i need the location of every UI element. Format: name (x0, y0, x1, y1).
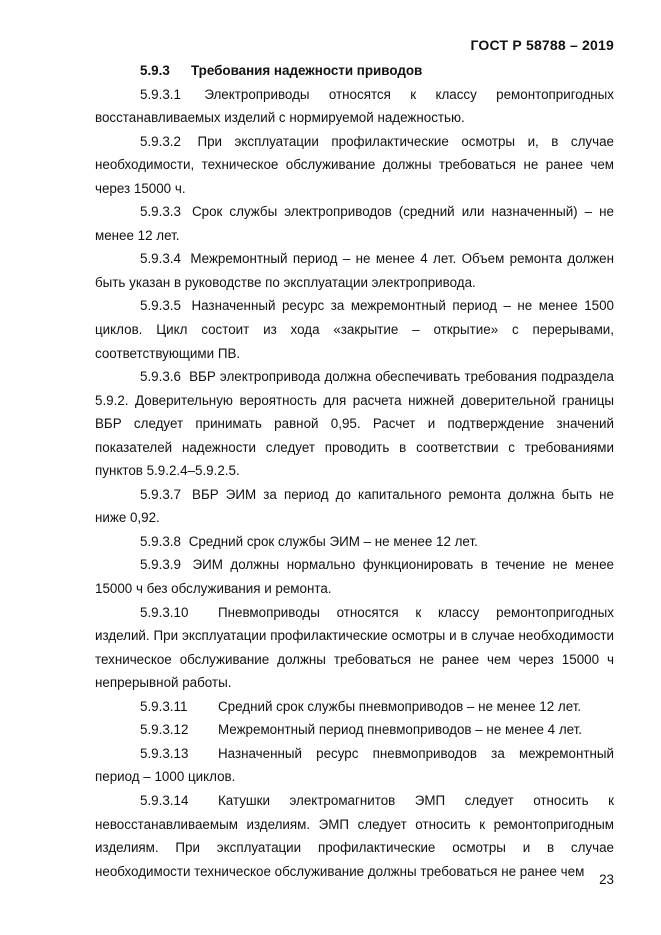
paragraph-5-9-3-8 (95, 530, 614, 554)
paragraph-5-9-3-1 (95, 83, 614, 130)
paragraph-number: 5.9.3.4 (140, 251, 181, 267)
paragraph-number: 5.9.3.11 (140, 698, 188, 714)
paragraph-number: 5.9.3.8 (140, 533, 181, 549)
section-heading (95, 59, 614, 83)
paragraph-5-9-3-6 (95, 365, 614, 483)
paragraph-number: 5.9.3.10 (140, 604, 189, 620)
paragraph-text: Межремонтный период – не менее 4 лет. Объем ремонта должен быть указан в руководстве по эксплуатации электропривода. (95, 251, 614, 290)
paragraph-5-9-3-3 (95, 200, 614, 247)
paragraph-text: Назначенный ресурс пневмоприводов за межремонтный период – 1000 циклов. (95, 745, 614, 785)
paragraph-text: Срок службы электроприводов (средний или назначенный) – не менее 12 лет. (95, 204, 614, 243)
paragraph-number: 5.9.3.3 (140, 204, 181, 220)
paragraph-text: ЭИМ должны нормально функционировать в течение не менее 15000 ч без обслуживания и ремонта. (95, 557, 614, 597)
paragraph-number: 5.9.3.12 (140, 722, 189, 738)
document-body (95, 59, 614, 883)
section-number: 5.9.3 (140, 63, 170, 78)
paragraph-number: 5.9.3.13 (140, 745, 189, 761)
paragraph-number: 5.9.3.1 (140, 86, 181, 102)
paragraph-text: ВБР электропривода должна обеспечивать требования подраздела 5.9.2. Доверительную вероятность для расчета нижней доверительной границы ВБР следует принимать равной 0,95. Расчет и подтверждение значений показателей надежности следует проводить в соответствии с требованиями пунктов 5.9.2.4–5.9.2.5. (95, 369, 614, 479)
paragraph-text: Назначенный ресурс за межремонтный период – не менее 1500 циклов. Цикл состоит из хода «закрытие – открытие» с перерывами, соответствующими ПВ. (95, 298, 614, 361)
paragraph-text: Средний срок службы ЭИМ – не менее 12 лет. (188, 533, 478, 549)
paragraph-text: Межремонтный период пневмоприводов – не менее 4 лет. (218, 722, 583, 738)
section-title: Требования надежности приводов (191, 63, 423, 78)
paragraph-number: 5.9.3.5 (140, 298, 181, 314)
paragraph-5-9-3-9 (95, 553, 614, 600)
paragraph-text: Пневмоприводы относятся к классу ремонтопригодных изделий. При эксплуатации профилактические осмотры и в случае необходимости техническое обслуживание должны требоваться не ранее чем через 15000 ч непрерывной работы. (95, 604, 614, 691)
paragraph-5-9-3-13 (95, 742, 614, 789)
paragraph-5-9-3-11 (95, 695, 614, 719)
paragraph-5-9-3-4 (95, 247, 614, 294)
paragraph-text: Средний срок службы пневмоприводов – не менее 12 лет. (218, 698, 582, 714)
paragraph-number: 5.9.3.7 (140, 486, 181, 502)
paragraph-5-9-3-10 (95, 601, 614, 695)
paragraph-text: Электроприводы относятся к классу ремонтопригодных восстанавливаемых изделий с нормируемой надежностью. (95, 86, 614, 126)
paragraph-number: 5.9.3.2 (140, 133, 181, 149)
paragraph-number: 5.9.3.14 (140, 792, 189, 808)
paragraph-5-9-3-5 (95, 294, 614, 365)
paragraph-text: При эксплуатации профилактические осмотры и, в случае необходимости, техническое обслуживание должны требоваться не ранее чем через 15000 ч. (95, 133, 614, 196)
paragraph-5-9-3-2 (95, 130, 614, 201)
paragraph-text: ВБР ЭИМ за период до капитального ремонта должна быть не ниже 0,92. (95, 486, 614, 526)
paragraph-5-9-3-14 (95, 789, 614, 883)
paragraph-5-9-3-7 (95, 483, 614, 530)
paragraph-number: 5.9.3.9 (140, 557, 181, 573)
page-number: 23 (599, 872, 614, 887)
standard-header: ГОСТ Р 58788 – 2019 (470, 37, 614, 53)
paragraph-5-9-3-12 (95, 718, 614, 742)
paragraph-number: 5.9.3.6 (140, 369, 181, 385)
paragraph-text: Катушки электромагнитов ЭМП следует относить к невосстанавливаемым изделиям. ЭМП следует относить к ремонтопригодным изделиям. При эксплуатации профилактические осмотры и в случае необходимости техническое обслуживание должны требоваться не ранее чем (95, 792, 614, 879)
